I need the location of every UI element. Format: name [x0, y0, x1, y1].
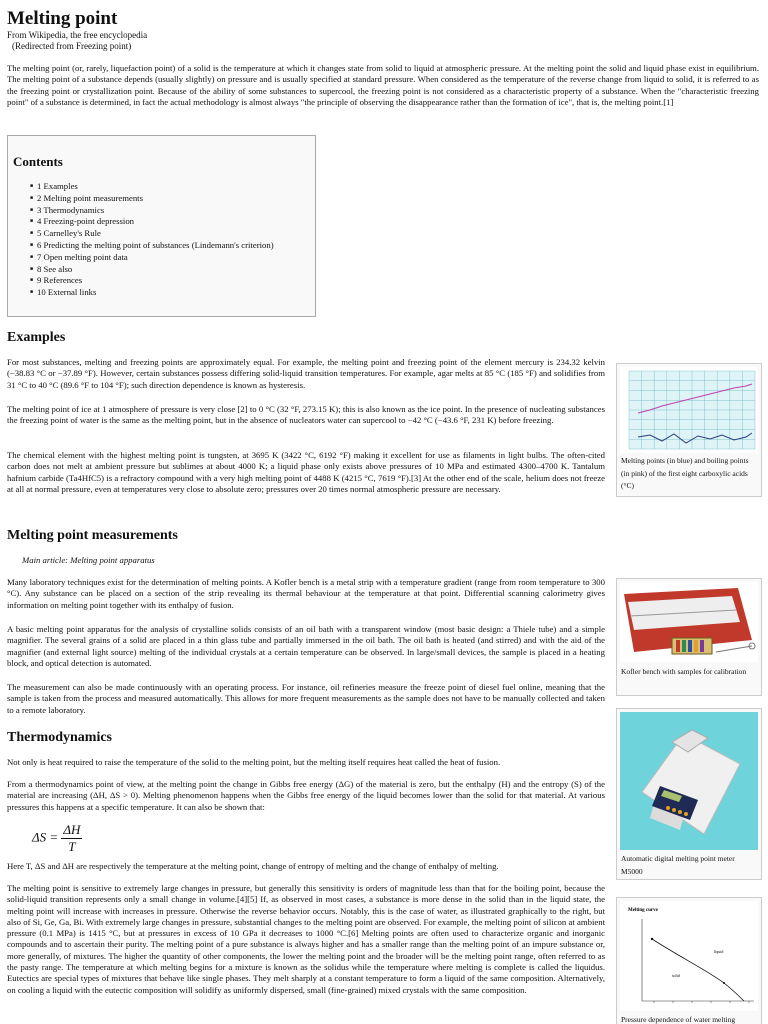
heading-examples: Examples: [7, 330, 66, 345]
curve-label-solid: solid: [672, 973, 680, 978]
heading-thermodynamics: Thermodynamics: [7, 730, 112, 745]
thermo-paragraph-1: Not only is heat required to raise the temperature of the solid to the melting point, but the melting itself requires heat called the heat of fusion.: [7, 757, 501, 767]
examples-paragraph-3: The chemical element with the highest melting point is tungsten, at 3695 K (3422 °C, 6192 °F) making it excellent for use as filaments in light bulbs. The often-cited carbon does not melt at ambient pressure but sublimes at about 4000 K; a liquid phase only exists above pressures of 10 MPa and estimated 4300–4700 K. Tantalum hafnium carbide (Ta4HfC5) is a refractory compound with a very high melting point of 4488 K (4215 °C, 7619 °F).[3] At the other end of the scale, helium does not freeze at all at normal pressure, even at temperatures very close to absolute zero; pressures over 20 times normal atmospheric pressure are necessary.: [7, 450, 605, 494]
kofler-bench-photo: [620, 582, 758, 662]
toc-list: [30, 181, 274, 299]
toc-item[interactable]: ■ 5 Carnelley's Rule: [30, 228, 274, 240]
thermo-paragraph-2: From a thermodynamics point of view, at the melting point the change in Gibbs free energy (ΔG) of the material is zero, but the enthalpy (H) and the entropy (S) of the material are increasing (ΔH, ΔS > 0). Melting phenomenon happens when the Gibbs free energy of the liquid becomes lower than the solid for that material. At various pressures this happens at a specific temperature. It can also be shown that:: [7, 779, 605, 812]
thumb-kofler-bench: [616, 578, 762, 696]
toc-item[interactable]: ■ 4 Freezing-point depression: [30, 216, 274, 228]
measurements-paragraph-2: A basic melting point apparatus for the analysis of crystalline solids consists of an oil bath with a transparent window (most basic design: a Thiele tube) and a simple magnifier. The several grains of a solid are placed in a thin glass tube and partially immersed in the oil bath. The oil bath is heated (and stirred) and with the aid of the magnifier (and external light source) melting of the individual crystals at a certain temperature can be observed. In large/small devices, the sample is placed in a heating block, and optical detection is automated.: [7, 624, 605, 668]
formula-numerator: ΔH: [63, 822, 81, 837]
toc-item[interactable]: ■ 7 Open melting point data: [30, 252, 274, 264]
examples-paragraph-2: The melting point of ice at 1 atmosphere of pressure is very close [2] to 0 °C (32 °F, 273.15 K); this is also known as the ice point. In the presence of nucleating substances the freezing point of water is the same as the melting point, but in the absence of nucleators water can supercool to −42 °C (−43.6 °F, 231 K) before freezing.: [7, 404, 605, 426]
thumb-caption: Melting points (in blue) and boiling points (in pink) of the first eight carboxylic acids (°C): [621, 456, 749, 490]
toc-item[interactable]: ■ 9 References: [30, 275, 274, 287]
thermo-paragraph-4: The melting point is sensitive to extremely large changes in pressure, but generally this sensitivity is orders of magnitude less than that for the boiling point, because the solid-liquid transition represents only a small change in volume.[4][5] If, as observed in most cases, a substance is more dense in the solid than in the liquid state, the melting point will increase with increases in pressure. Otherwise the reverse behavior occurs. Notably, this is the case of water, as illustrated graphically to the right, but also of Si, Ge, Ga, Bi. With extremely large changes in pressure, substantial changes to the melting point are observed. For example, the melting point of silicon at ambient pressure (0.1 MPa) is 1415 °C, but at pressures in excess of 10 GPa it decreases to 1000 °C.[6] Melting points are often used to characterize organic and inorganic compounds and to ascertain their purity. The melting point of a pure substance is always higher and has a smaller range than the melting point of an impure substance or, more generally, of mixtures. The higher the quantity of other components, the lower the melting point and the broader will be the melting point range, often referred to as the pasty range. The temperature at which melting begins for a mixture is known as the solidus while the temperature where melting is complete is called the liquidus. Eutectics are special types of mixtures that behave like single phases. They melt sharply at a constant temperature to form a liquid of the same composition. Alternatively, on cooling a liquid with the eutectic composition will solidify as uniformly dispersed, small (fine-grained) mixed crystals with the same composition.: [7, 883, 605, 995]
curve-label-liquid: liquid: [714, 949, 724, 954]
entropy-formula: [32, 822, 82, 855]
tagline: From Wikipedia, the free encyclopedia: [7, 30, 148, 40]
thumb-caption: Pressure dependence of water melting: [621, 1015, 736, 1024]
measurements-paragraph-1: Many laboratory techniques exist for the determination of melting points. A Kofler bench is a metal strip with a temperature gradient (range from room temperature to 300 °C). Any substance can be placed on a section of the strip revealing its thermal behaviour at the temperature at that point. Differential scanning calorimetry gives information on melting point together with its enthalpy of fusion.: [7, 577, 605, 610]
formula-lhs: ΔS =: [32, 829, 59, 845]
page-title: Melting point: [7, 8, 118, 29]
table-of-contents: [7, 135, 316, 317]
main-article-link[interactable]: Main article: Melting point apparatus: [22, 555, 155, 565]
toc-item[interactable]: ■ 3 Thermodynamics: [30, 205, 274, 217]
thumb-carboxylic-acids: [616, 363, 762, 497]
measurements-paragraph-3: The measurement can also be made continuously with an operating process. For instance, oil refineries measure the freeze point of diesel fuel online, meaning that the sample is taken from the process and measured automatically. This allows for more frequent measurements as the sample does not have to be manually collected and taken to a remote laboratory.: [7, 682, 605, 715]
thumb-melting-point-meter: [616, 708, 762, 880]
toc-item[interactable]: ■ 6 Predicting the melting point of substances (Lindemann's criterion): [30, 240, 274, 252]
thumb-caption: Kofler bench with samples for calibration: [621, 667, 747, 676]
carboxylic-acids-chart: [620, 367, 758, 453]
thumb-melting-curve: [616, 897, 762, 1024]
toc-title: Contents: [13, 154, 63, 169]
toc-item[interactable]: ■ 10 External links: [30, 287, 274, 299]
thermo-paragraph-3: Here T, ΔS and ΔH are respectively the temperature at the melting point, change of entropy of melting and the change of enthalpy of melting.: [7, 861, 499, 871]
curve-title: Melting curve: [628, 908, 658, 913]
formula-fraction: [61, 822, 82, 855]
redirect-note: (Redirected from Freezing point): [12, 41, 132, 51]
examples-paragraph-1: For most substances, melting and freezing points are approximately equal. For example, the melting point and freezing point of the element mercury is 234.32 kelvin (−38.83 °C or −37.89 °F). However, certain substances possess differing solid-liquid transition temperatures. For example, agar melts at 85 °C (185 °F) and solidifies from 31 °C to 40 °C (89.6 °F to 104 °F); such direction dependence is known as hysteresis.: [7, 357, 605, 390]
formula-denominator: T: [68, 839, 76, 854]
toc-item[interactable]: ■ 1 Examples: [30, 181, 274, 193]
heading-measurements: Melting point measurements: [7, 528, 178, 543]
melting-curve-chart: [620, 901, 758, 1011]
thumb-caption: Automatic digital melting point meter M5000: [621, 854, 735, 876]
intro-paragraph: The melting point (or, rarely, liquefaction point) of a solid is the temperature at which it changes state from solid to liquid at atmospheric pressure. At the melting point the solid and liquid phase exist in equilibrium. The melting point of a substance depends (usually slightly) on pressure and is usually specified at standard pressure. When considered as the temperature of the reverse change from liquid to solid, it is referred to as the freezing point or crystallization point. Because of the ability of some substances to supercool, the freezing point is not considered as a characteristic property of a substance. When the "characteristic freezing point" of a substance is determined, in fact the actual methodology is almost always "the principle of observing the disappearance rather than the formation of ice", that is, the melting point.[1]: [7, 63, 759, 107]
toc-item[interactable]: ■ 8 See also: [30, 264, 274, 276]
toc-item[interactable]: ■ 2 Melting point measurements: [30, 193, 274, 205]
melting-point-meter-photo: [620, 712, 758, 850]
